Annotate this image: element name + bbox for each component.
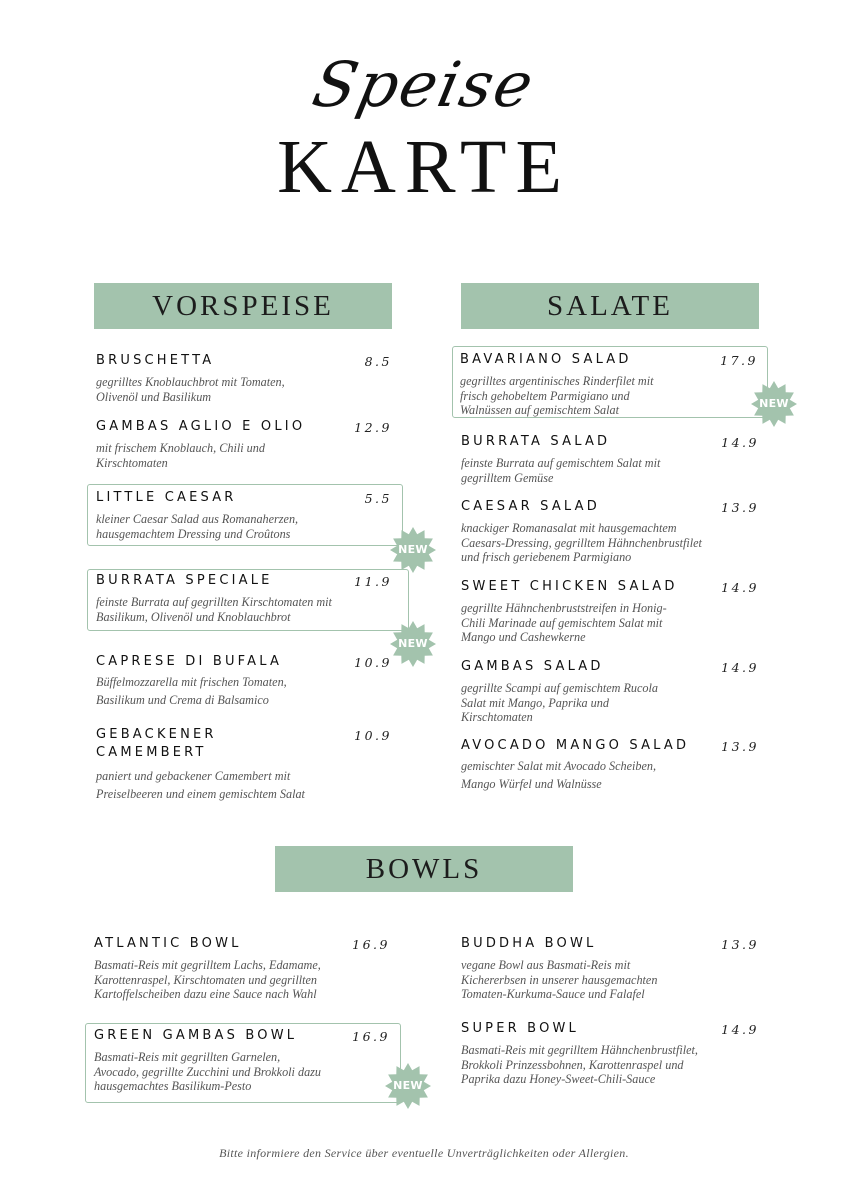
- item-name: ATLANTIC BOWL: [94, 936, 242, 951]
- item-description: gegrillte Hähnchenbruststreifen in Honig-Chili Marinade auf gemischtem Salat mit Mango und Cashewkerne: [461, 601, 667, 644]
- item-price: 13.9: [721, 937, 759, 952]
- menu-item-gambas-salad: [461, 658, 761, 725]
- section-heading-bowls: BOWLS: [275, 846, 573, 892]
- menu-item-caprese-di-bufala: [96, 653, 396, 709]
- menu-item-green-gambas-bowl: [94, 1027, 394, 1094]
- item-name: CAPRESE DI BUFALA: [96, 654, 283, 669]
- item-name: BAVARIANO SALAD: [460, 352, 632, 367]
- item-name: GEBACKENER CAMEMBERT: [96, 727, 217, 760]
- menu-item-burrata-speciale: [96, 572, 396, 624]
- new-badge: [384, 1062, 432, 1110]
- item-price: 16.9: [352, 1029, 390, 1044]
- item-name: BUDDHA BOWL: [461, 936, 597, 951]
- new-badge: [389, 526, 437, 574]
- menu-item-atlantic-bowl: [94, 935, 394, 1002]
- section-heading-vorspeise: VORSPEISE: [94, 283, 392, 329]
- allergy-notice: Bitte informiere den Service über eventuelle Unverträglichkeiten oder Allergien.: [219, 1146, 629, 1160]
- section-heading-salate: SALATE: [461, 283, 759, 329]
- item-price: 10.9: [354, 728, 392, 743]
- item-price: 11.9: [354, 574, 392, 589]
- item-description: gegrilltes argentinisches Rinderfilet mit frisch gehobeltem Parmigiano und Walnüssen auf gemischtem Salat: [460, 374, 654, 417]
- item-name: BRUSCHETTA: [96, 353, 215, 368]
- menu-item-bavariano-salad: [460, 351, 760, 418]
- item-description: gegrillte Scampi auf gemischtem Rucola Salat mit Mango, Paprika und Kirschtomaten: [461, 681, 658, 724]
- item-description: Basmati-Reis mit gegrilltem Lachs, Edamame, Karottenraspel, Kirschtomaten und gegrillten Kartoffelscheiben dazu eine Sauce nach Wahl: [94, 958, 321, 1001]
- item-price: 17.9: [720, 353, 758, 368]
- new-badge-label: NEW: [393, 1079, 423, 1092]
- item-price: 14.9: [721, 580, 759, 595]
- title-main: KARTE: [277, 125, 571, 209]
- item-price: 5.5: [364, 491, 392, 506]
- item-price: 14.9: [721, 435, 759, 450]
- item-name: BURRATA SPECIALE: [96, 573, 273, 588]
- menu-item-sweet-chicken-salad: [461, 578, 761, 645]
- item-description: feinste Burrata auf gemischtem Salat mit gegrilltem Gemüse: [461, 456, 661, 485]
- item-name: GAMBAS SALAD: [461, 659, 604, 674]
- item-price: 13.9: [721, 739, 759, 754]
- new-badge-label: NEW: [398, 543, 428, 556]
- menu-item-buddha-bowl: [461, 935, 761, 1002]
- item-description: paniert und gebackener Camembert mit Preiselbeeren und einem gemischtem Salat: [96, 769, 305, 801]
- item-description: vegane Bowl aus Basmati-Reis mit Kichererbsen in unserer hausgemachten Tomaten-Kurkuma-Sauce und Falafel: [461, 958, 658, 1001]
- item-description: gemischter Salat mit Avocado Scheiben, Mango Würfel und Walnüsse: [461, 759, 657, 791]
- item-name: BURRATA SALAD: [461, 434, 611, 449]
- item-price: 13.9: [721, 500, 759, 515]
- menu-item-little-caesar: [96, 489, 396, 541]
- item-description: gegrilltes Knoblauchbrot mit Tomaten, Olivenöl und Basilikum: [96, 375, 285, 404]
- item-price: 16.9: [352, 937, 390, 952]
- new-badge-label: NEW: [398, 637, 428, 650]
- menu-item-gebackener-camembert: [96, 726, 396, 803]
- menu-item-avocado-mango-salad: [461, 737, 761, 793]
- menu-item-caesar-salad: [461, 498, 761, 565]
- item-description: mit frischem Knoblauch, Chili und Kirschtomaten: [96, 441, 265, 470]
- item-price: 8.5: [364, 354, 392, 369]
- menu-item-gambas-aglio-e-olio: [96, 418, 396, 470]
- new-badge: [750, 380, 798, 428]
- menu-item-burrata-salad: [461, 433, 761, 485]
- new-badge-label: NEW: [759, 397, 789, 410]
- item-price: 14.9: [721, 660, 759, 675]
- item-price: 12.9: [354, 420, 392, 435]
- menu-item-super-bowl: [461, 1020, 761, 1087]
- item-name: LITTLE CAESAR: [96, 490, 237, 505]
- item-name: SWEET CHICKEN SALAD: [461, 579, 678, 594]
- item-name: CAESAR SALAD: [461, 499, 600, 514]
- item-description: Basmati-Reis mit gegrillten Garnelen, Avocado, gegrillte Zucchini und Brokkoli dazu hausgemachtes Basilikum-Pesto: [94, 1050, 322, 1093]
- title-script: Speise: [306, 48, 542, 121]
- menu-item-bruschetta: [96, 352, 396, 404]
- item-description: feinste Burrata auf gegrillten Kirschtomaten mit Basilikum, Olivenöl und Knoblauchbrot: [96, 595, 332, 624]
- item-description: kleiner Caesar Salad aus Romanaherzen, hausgemachtem Dressing und Croûtons: [96, 512, 299, 541]
- new-badge: [389, 620, 437, 668]
- item-price: 14.9: [721, 1022, 759, 1037]
- item-name: GREEN GAMBAS BOWL: [94, 1028, 298, 1043]
- item-description: Basmati-Reis mit gegrilltem Hähnchenbrustfilet, Brokkoli Prinzessbohnen, Karottenraspel und Paprika dazu Honey-Sweet-Chili-Sauce: [461, 1043, 698, 1086]
- item-description: Büffelmozzarella mit frischen Tomaten, Basilikum und Crema di Balsamico: [96, 675, 287, 707]
- item-name: GAMBAS AGLIO E OLIO: [96, 419, 306, 434]
- item-description: knackiger Romanasalat mit hausgemachtem Caesars-Dressing, gegrilltem Hähnchenbrustfilet und frisch geriebenem Parmigiano: [461, 521, 702, 564]
- item-price: 10.9: [354, 655, 392, 670]
- item-name: AVOCADO MANGO SALAD: [461, 738, 690, 753]
- item-name: SUPER BOWL: [461, 1021, 580, 1036]
